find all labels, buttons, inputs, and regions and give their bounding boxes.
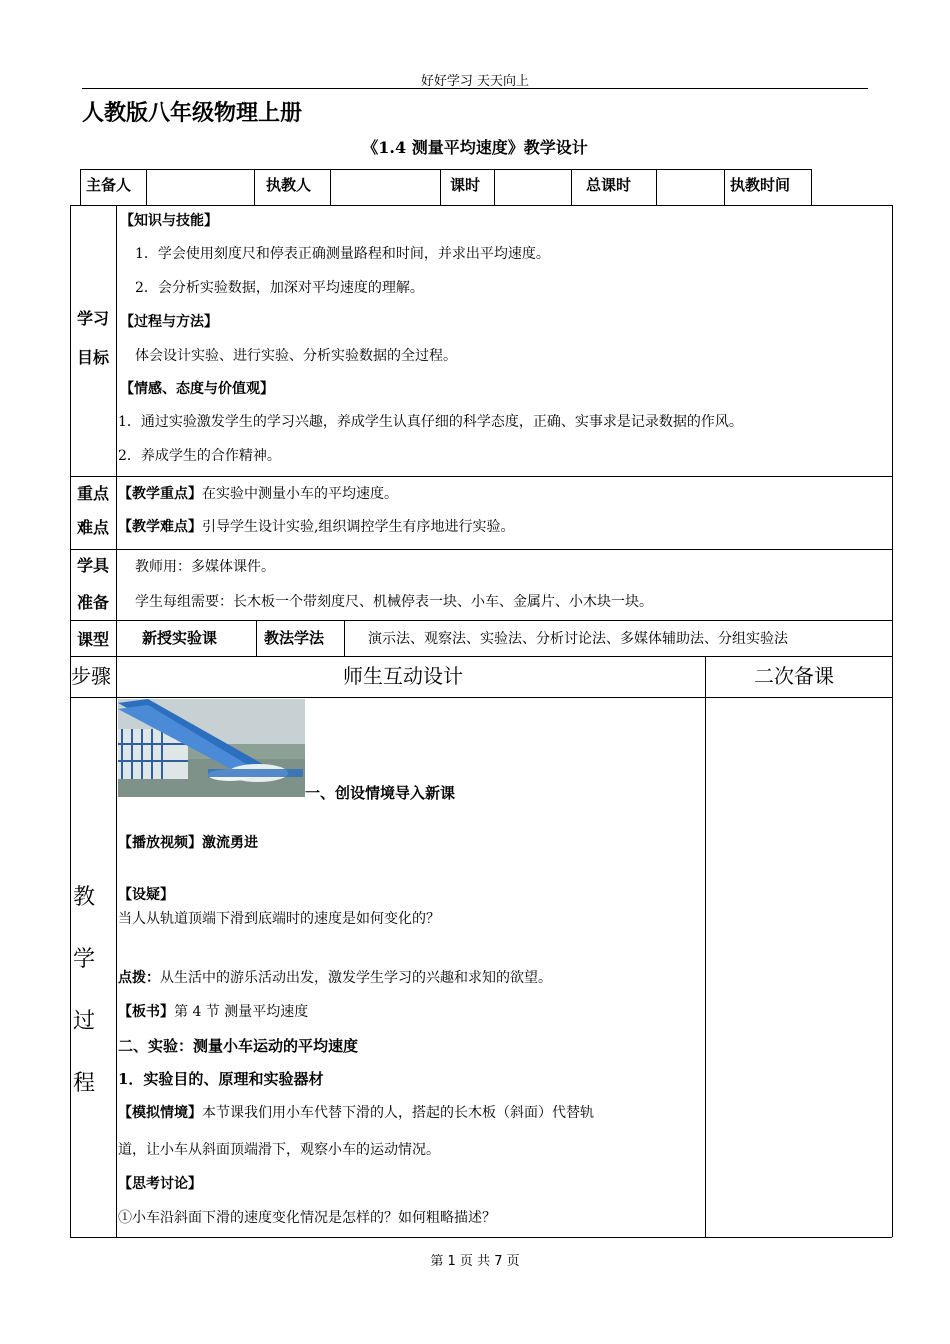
hint-label: 点拨： bbox=[118, 970, 160, 986]
main-table-col-divider bbox=[116, 205, 117, 1237]
main-table-right bbox=[892, 205, 893, 1237]
process-side-char-4: 程 bbox=[73, 1071, 96, 1096]
discussion-question-1: ①小车沿斜面下滑的速度变化情况是怎样的？如何粗略描述？ bbox=[118, 1210, 496, 1226]
period-label: 课时 bbox=[450, 176, 481, 194]
knowledge-item-1: 1．学会使用刻度尺和停表正确测量路程和时间，并求出平均速度。 bbox=[135, 246, 550, 262]
section-1-title: 一、创设情境导入新课 bbox=[305, 784, 456, 802]
main-table-bottom bbox=[70, 1237, 892, 1238]
objectives-side-label-1: 学习 bbox=[77, 309, 110, 328]
teaching-methods: 演示法、观察法、实验法、分析讨论法、多媒体辅助法、分组实验法 bbox=[368, 631, 788, 647]
steps-header: 步骤 bbox=[71, 664, 111, 688]
page-header: 好好学习 天天向上 bbox=[420, 74, 530, 89]
keypoints-side-label-1: 重点 bbox=[77, 484, 110, 503]
lesson-type-value: 新授实验课 bbox=[142, 629, 218, 647]
lesson-title: 《1.4 测量平均速度》教学设计 bbox=[362, 138, 588, 157]
teaching-method-label: 教法学法 bbox=[264, 629, 325, 647]
materials-side-label-1: 学具 bbox=[77, 556, 110, 575]
hint bbox=[118, 967, 552, 987]
preparer-label: 主备人 bbox=[86, 176, 132, 194]
section-2-subtitle: 1．实验目的、原理和实验器材 bbox=[118, 1070, 324, 1088]
discussion-label: 【思考讨论】 bbox=[118, 1176, 202, 1192]
play-video-text: 激流勇进 bbox=[202, 835, 258, 851]
process-method-heading: 【过程与方法】 bbox=[120, 314, 218, 330]
page-number: 第 1 页 共 7 页 bbox=[430, 1254, 520, 1269]
hint-text: 从生活中的游乐活动出发，激发学生学习的兴趣和求知的欲望。 bbox=[160, 970, 552, 986]
question-label: 【设疑】 bbox=[118, 887, 174, 903]
board-writing-label: 【板书】 bbox=[118, 1004, 174, 1020]
knowledge-item-2: 2．会分析实验数据，加深对平均速度的理解。 bbox=[135, 280, 424, 296]
process-side-char-2: 学 bbox=[73, 947, 96, 972]
water-ride-photo bbox=[118, 699, 305, 797]
info-row-left bbox=[80, 169, 81, 205]
teaching-focus-text: 在实验中测量小车的平均速度。 bbox=[202, 486, 398, 502]
interaction-design-header: 师生互动设计 bbox=[343, 664, 463, 688]
teaching-focus-label: 【教学重点】 bbox=[118, 486, 202, 502]
teaching-difficulty-label: 【教学难点】 bbox=[118, 519, 202, 535]
teaching-difficulty bbox=[118, 516, 514, 536]
play-video bbox=[118, 832, 258, 852]
objectives-side-label-2: 目标 bbox=[77, 348, 110, 367]
total-periods-label: 总课时 bbox=[586, 176, 632, 194]
section-2-title: 二、实验：测量小车运动的平均速度 bbox=[118, 1037, 359, 1055]
attitude-heading: 【情感、态度与价值观】 bbox=[120, 381, 274, 397]
attitude-item-1: 1．通过实验激发学生的学习兴趣，养成学生认真仔细的科学态度，正确、实事求是记录数据的作风。 bbox=[118, 414, 743, 430]
main-table-left bbox=[70, 205, 71, 1237]
student-materials: 学生每组需要：长木板一个带刻度尺、机械停表一块、小车、金属片、小木块一块。 bbox=[135, 594, 653, 610]
board-writing-text: 第 4 节 测量平均速度 bbox=[174, 1004, 309, 1020]
process-side-char-3: 过 bbox=[73, 1009, 96, 1034]
board-writing bbox=[118, 1001, 308, 1021]
teacher-materials: 教师用：多媒体课件。 bbox=[135, 559, 275, 575]
teaching-time-label: 执教时间 bbox=[730, 176, 791, 194]
main-table-top bbox=[70, 205, 892, 206]
simulation-text-1: 本节课我们用小车代替下滑的人，搭起的长木板（斜面）代替轨 bbox=[202, 1105, 594, 1121]
materials-side-label-2: 准备 bbox=[77, 593, 110, 612]
info-row-top bbox=[80, 169, 812, 170]
teaching-difficulty-text: 引导学生设计实验,组织调控学生有序地进行实验。 bbox=[202, 519, 515, 535]
process-side-char-1: 教 bbox=[73, 885, 96, 910]
process-method-item: 体会设计实验、进行实验、分析实验数据的全过程。 bbox=[135, 348, 457, 364]
second-prep-divider bbox=[705, 656, 706, 1237]
simulation-label: 【模拟情境】 bbox=[118, 1105, 202, 1121]
simulation-line-1 bbox=[118, 1102, 594, 1122]
teaching-focus bbox=[118, 483, 398, 503]
attitude-item-2: 2．养成学生的合作精神。 bbox=[118, 448, 281, 464]
teacher-label: 执教人 bbox=[266, 176, 312, 194]
play-video-label: 【播放视频】 bbox=[118, 835, 202, 851]
second-prep-header: 二次备课 bbox=[754, 664, 834, 688]
book-title: 人教版八年级物理上册 bbox=[82, 101, 303, 126]
lesson-type-label: 课型 bbox=[77, 630, 110, 649]
simulation-text-2: 道，让小车从斜面顶端滑下，观察小车的运动情况。 bbox=[118, 1142, 440, 1158]
header-rule bbox=[82, 88, 868, 89]
keypoints-side-label-2: 难点 bbox=[77, 518, 110, 537]
knowledge-heading: 【知识与技能】 bbox=[120, 213, 218, 229]
question-text: 当人从轨道顶端下滑到底端时的速度是如何变化的？ bbox=[118, 911, 440, 927]
